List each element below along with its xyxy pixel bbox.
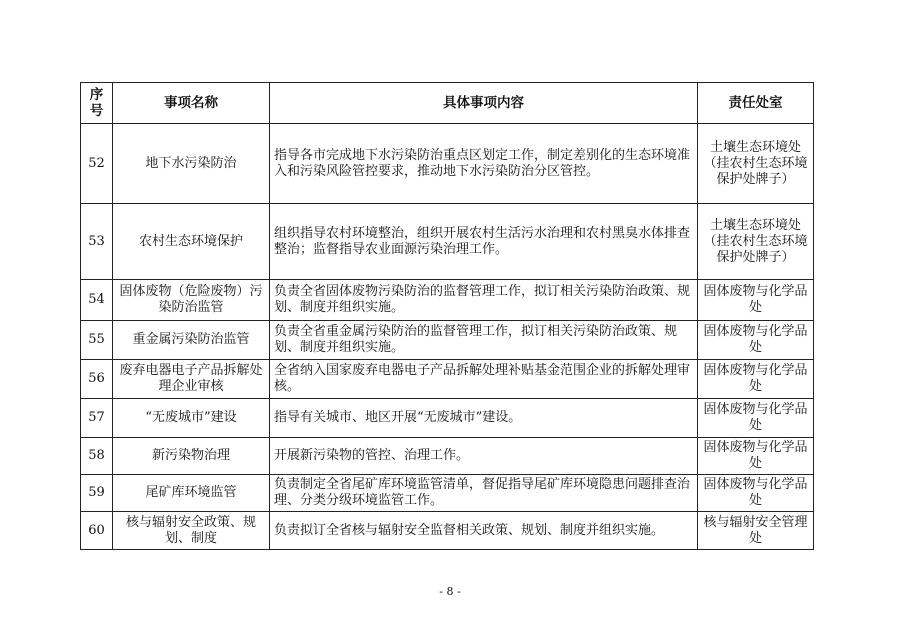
- row-content: 负责全省重金属污染防治的监督管理工作，拟订相关污染防治政策、规划、制度并组织实施。: [270, 321, 698, 360]
- row-dept: 固体废物与化学品处: [698, 438, 814, 475]
- row-name: 新污染物治理: [113, 438, 270, 475]
- page-number: - 8 -: [439, 585, 461, 598]
- table-row: [81, 360, 814, 399]
- row-name: 重金属污染防治监管: [113, 321, 270, 360]
- row-no: 60: [81, 512, 113, 550]
- row-no: 52: [81, 124, 113, 204]
- table-row: [81, 475, 814, 512]
- row-content: 指导有关城市、地区开展“无废城市”建设。: [270, 399, 698, 438]
- row-no: 53: [81, 204, 113, 280]
- table-row: [81, 124, 814, 204]
- items-table: [80, 82, 814, 550]
- row-name: 农村生态环境保护: [113, 204, 270, 280]
- header-name: 事项名称: [113, 83, 270, 124]
- row-no: 59: [81, 475, 113, 512]
- table-row: [81, 280, 814, 321]
- row-no: 54: [81, 280, 113, 321]
- row-content: 开展新污染物的管控、治理工作。: [270, 438, 698, 475]
- row-dept: 固体废物与化学品处: [698, 399, 814, 438]
- table-row: [81, 438, 814, 475]
- row-content: 组织指导农村环境整治，组织开展农村生活污水治理和农村黑臭水体排查整治；监督指导农业面源污染治理工作。: [270, 204, 698, 280]
- row-dept: 固体废物与化学品处: [698, 475, 814, 512]
- row-no: 58: [81, 438, 113, 475]
- row-content: 全省纳入国家废弃电器电子产品拆解处理补贴基金范围企业的拆解处理审核。: [270, 360, 698, 399]
- table-row: [81, 512, 814, 550]
- row-no: 55: [81, 321, 113, 360]
- header-content: 具体事项内容: [270, 83, 698, 124]
- row-dept: 核与辐射安全管理处: [698, 512, 814, 550]
- row-dept: 固体废物与化学品处: [698, 360, 814, 399]
- row-dept: 固体废物与化学品处: [698, 280, 814, 321]
- header-no: 序号: [81, 83, 113, 124]
- row-name: 尾矿库环境监管: [113, 475, 270, 512]
- header-row: [81, 83, 814, 124]
- row-dept: 固体废物与化学品处: [698, 321, 814, 360]
- row-name: 核与辐射安全政策、规划、制度: [113, 512, 270, 550]
- table-row: [81, 399, 814, 438]
- row-content: 负责全省固体废物污染防治的监督管理工作，拟订相关污染防治政策、规划、制度并组织实施。: [270, 280, 698, 321]
- row-name: “无废城市”建设: [113, 399, 270, 438]
- row-no: 57: [81, 399, 113, 438]
- row-name: 固体废物（危险废物）污染防治监管: [113, 280, 270, 321]
- row-name: 废弃电器电子产品拆解处理企业审核: [113, 360, 270, 399]
- header-dept: 责任处室: [698, 83, 814, 124]
- row-no: 56: [81, 360, 113, 399]
- row-name: 地下水污染防治: [113, 124, 270, 204]
- row-content: 负责拟订全省核与辐射安全监督相关政策、规划、制度并组织实施。: [270, 512, 698, 550]
- row-content: 负责制定全省尾矿库环境监管清单，督促指导尾矿库环境隐患问题排查治理、分类分级环境监管工作。: [270, 475, 698, 512]
- row-content: 指导各市完成地下水污染防治重点区划定工作，制定差别化的生态环境准入和污染风险管控要求，推动地下水污染防治分区管控。: [270, 124, 698, 204]
- row-dept: 土壤生态环境处（挂农村生态环境保护处牌子）: [698, 124, 814, 204]
- table-row: [81, 204, 814, 280]
- table-row: [81, 321, 814, 360]
- row-dept: 土壤生态环境处（挂农村生态环境保护处牌子）: [698, 204, 814, 280]
